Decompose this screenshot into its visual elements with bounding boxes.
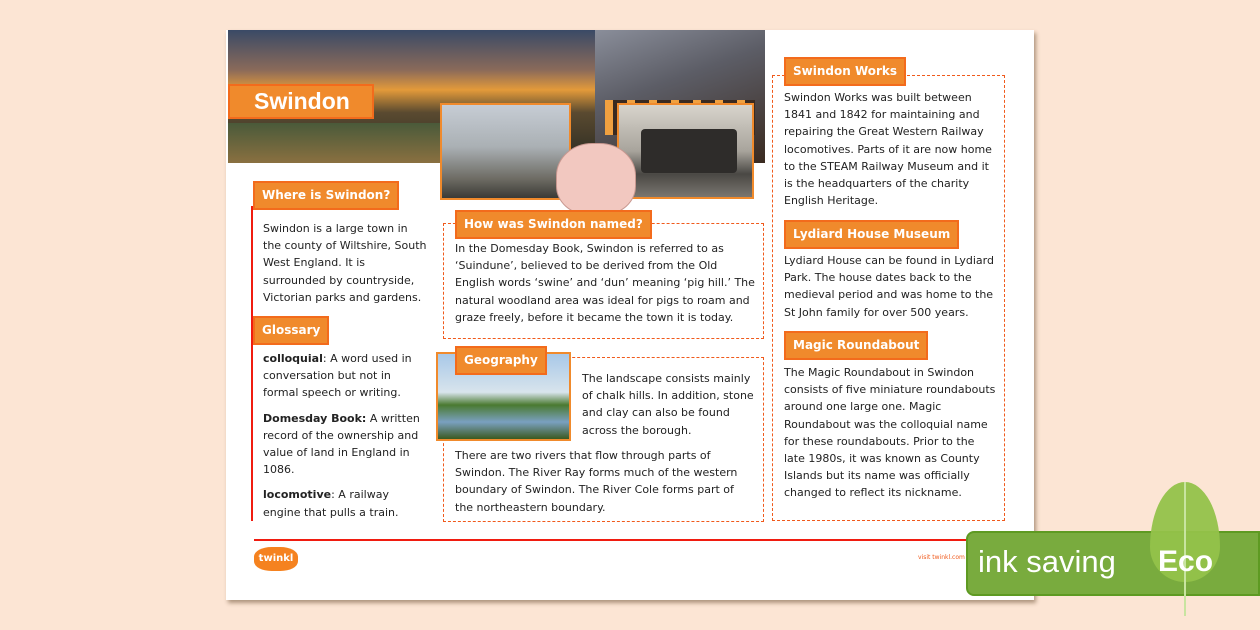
- glossary-entry: locomotive: A railway engine that pulls a train.: [263, 488, 399, 519]
- ink-saving-label: ink saving: [978, 544, 1116, 579]
- glossary-heading: Glossary: [253, 316, 329, 345]
- left-border: [251, 206, 253, 521]
- geography-heading: Geography: [455, 346, 547, 375]
- geography-text-2: There are two rivers that flow through parts of Swindon. The River Ray forms much of the western boundary of Swindon. The River Cole forms part of the northeastern boundary.: [455, 449, 738, 514]
- roundabout-heading: Magic Roundabout: [784, 331, 928, 360]
- page-title: Swindon: [228, 84, 374, 119]
- photo-foggy-town: [440, 103, 571, 200]
- glossary-entry: Domesday Book: A written record of the ownership and value of land in England in 1086.: [263, 411, 420, 477]
- geography-text-1: The landscape consists mainly of chalk hills. In addition, stone and clay can also be found across the borough.: [582, 372, 754, 437]
- works-text: Swindon Works was built between 1841 and 1842 for maintaining and repairing the Great Western Railway locomotives. Parts of it are now home to the STEAM Railway Museum and it is the headquarters of the charity English Heritage.: [784, 91, 992, 208]
- lydiard-heading: Lydiard House Museum: [784, 220, 959, 249]
- named-heading: How was Swindon named?: [455, 210, 652, 239]
- glossary-list: [263, 350, 428, 529]
- footer-line: [254, 539, 994, 541]
- pig-illustration: [556, 143, 636, 215]
- eco-label: Eco: [1158, 545, 1214, 578]
- twinkl-logo: twinkl: [254, 547, 298, 571]
- footer-url[interactable]: visit twinkl.com: [918, 554, 965, 561]
- where-text: Swindon is a large town in the county of Wiltshire, South West England. It is surrounded by countryside, Victorian parks and gardens.: [263, 222, 427, 304]
- roundabout-text: The Magic Roundabout in Swindon consists of five miniature roundabouts around one large one. Magic Roundabout was the colloquial name for these roundabouts. Prior to the late 1980s, it was known as County Islands but its name was officially changed to reflect its nickname.: [784, 366, 996, 500]
- where-heading: Where is Swindon?: [253, 181, 399, 210]
- glossary-entry: colloquial: A word used in conversation but not in formal speech or writing.: [263, 352, 412, 400]
- lydiard-text: Lydiard House can be found in Lydiard Park. The house dates back to the medieval period and was home to the St John family for over 500 years.: [784, 254, 994, 319]
- photo-steam-locomotive: [617, 103, 754, 199]
- works-heading: Swindon Works: [784, 57, 906, 86]
- named-text: In the Domesday Book, Swindon is referred to as ‘Suindune’, believed to be derived from the Old English words ‘swine’ and ‘dun’ meaning ‘pig hill.’ The natural woodland area was ideal for pigs to roam and graze freely, before it became the town it is today.: [455, 242, 755, 324]
